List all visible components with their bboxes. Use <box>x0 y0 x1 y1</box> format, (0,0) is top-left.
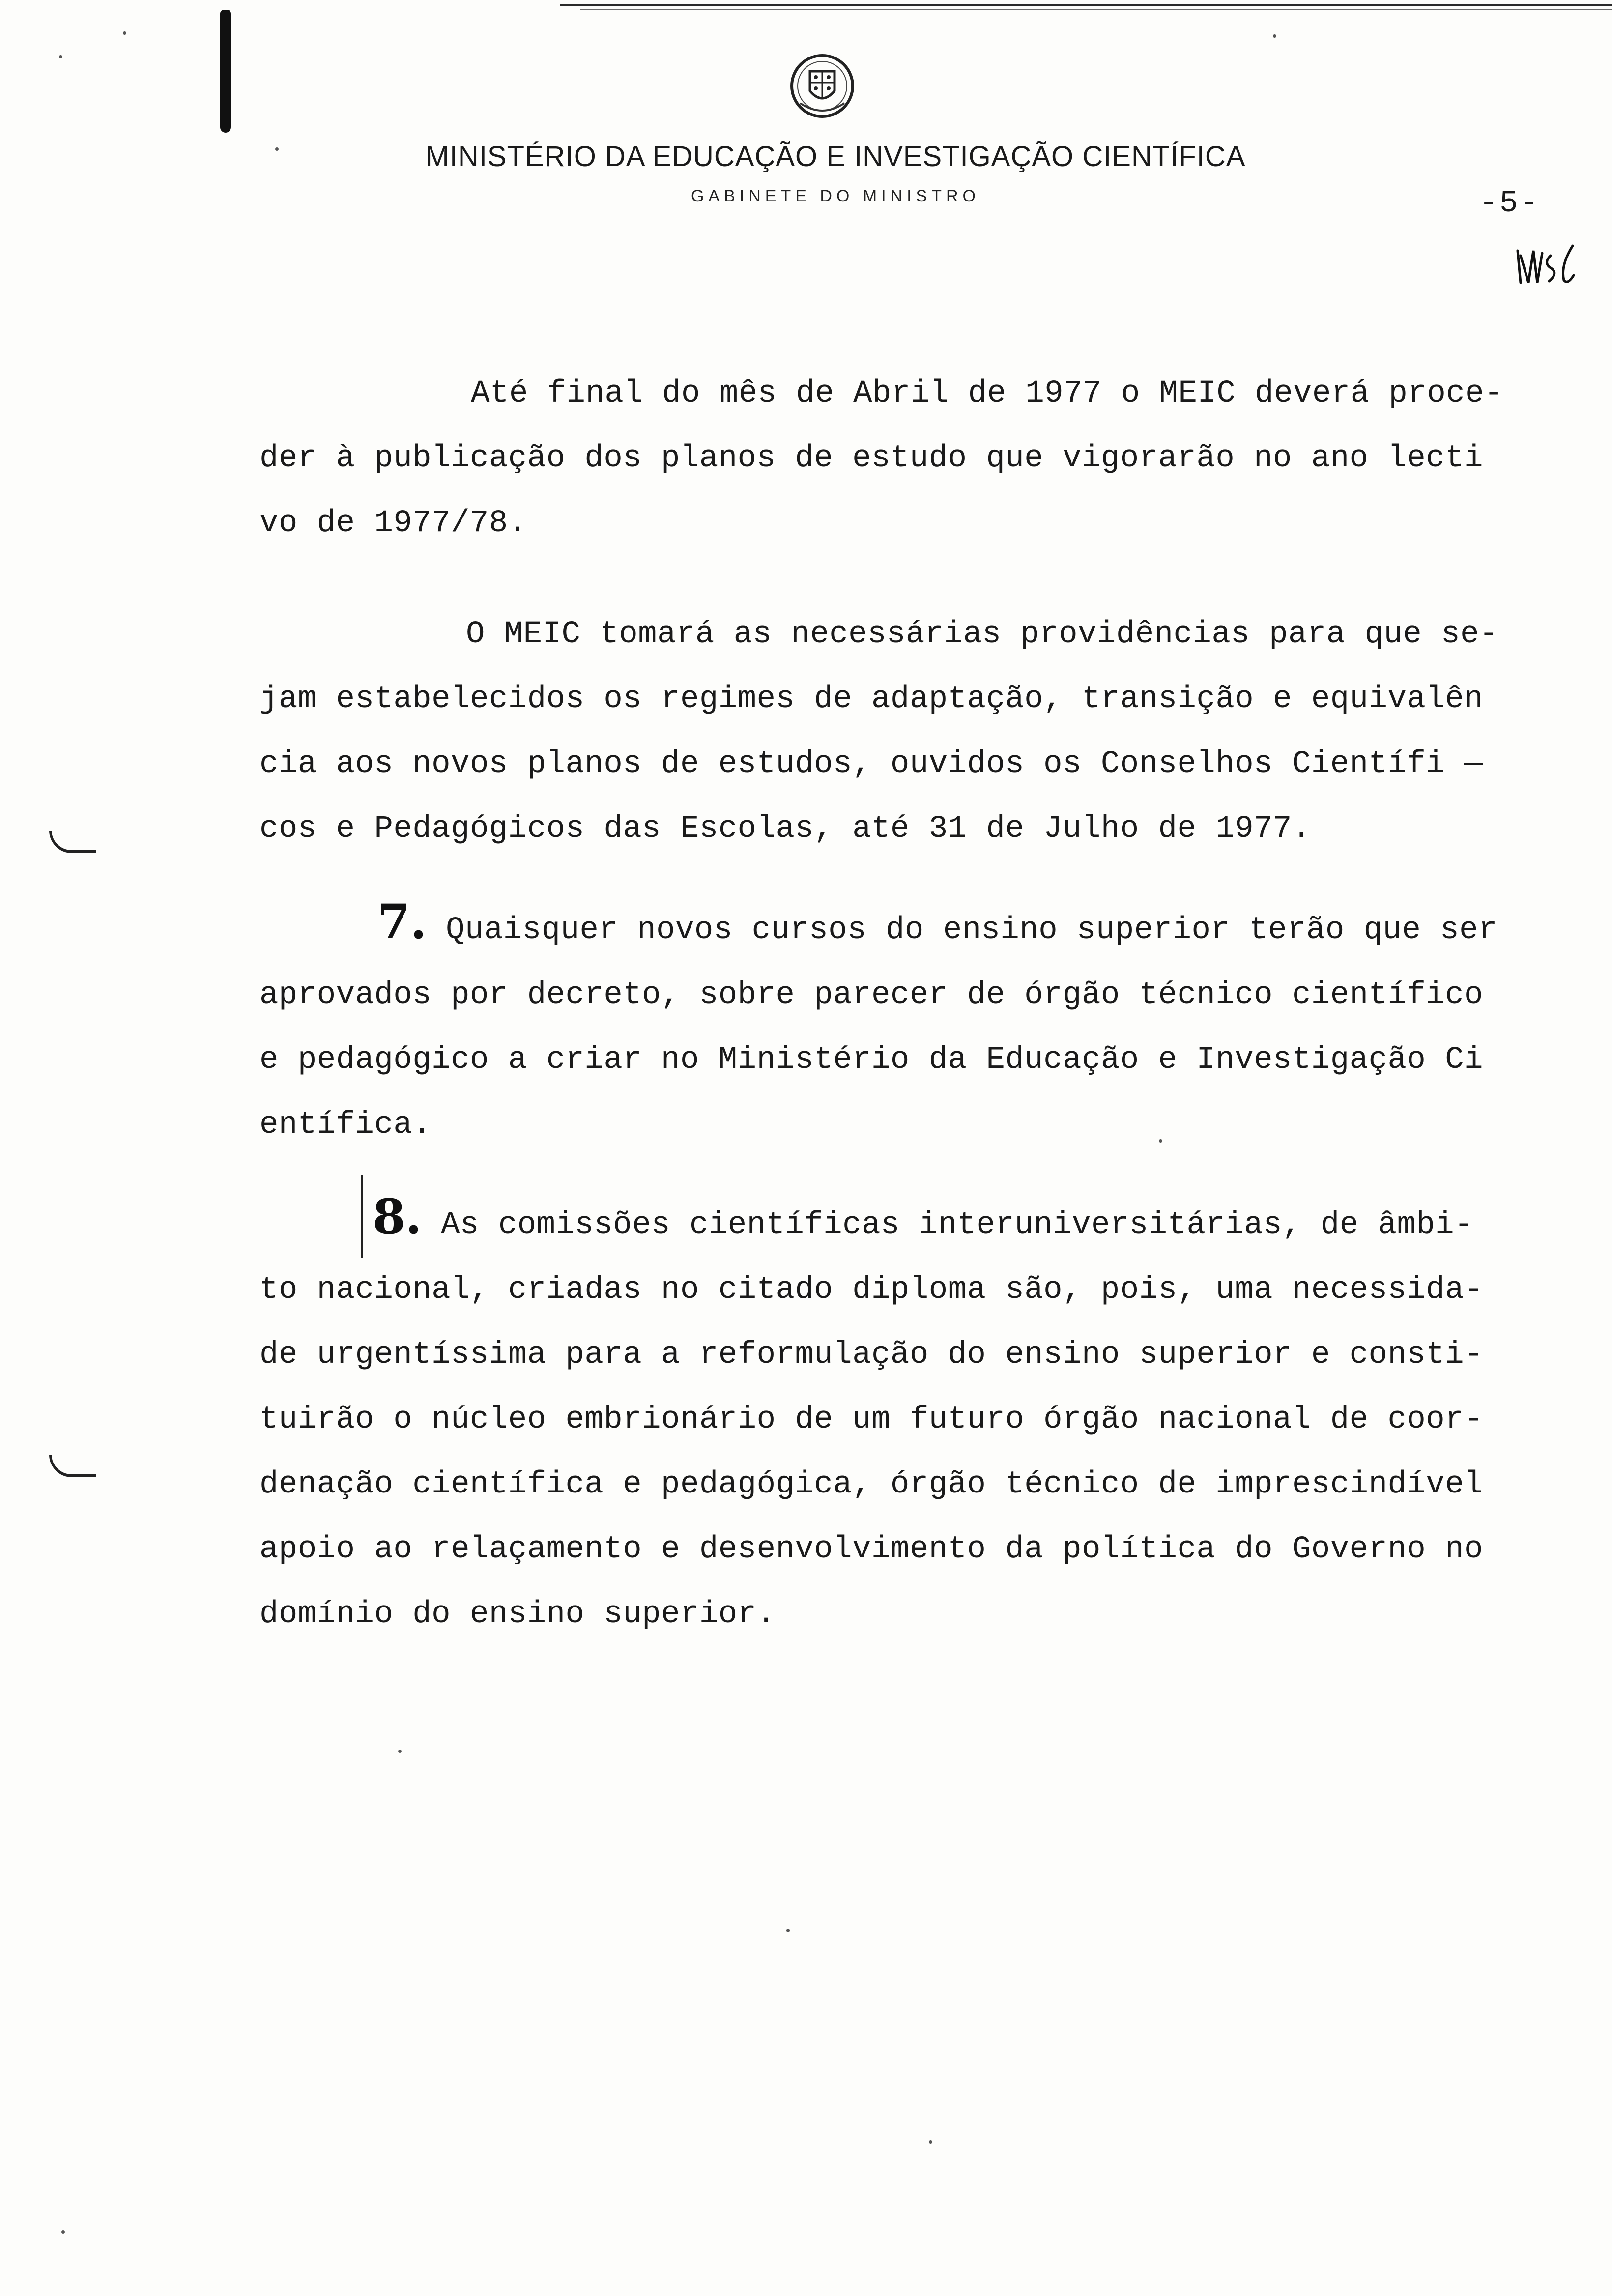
cabinet-subtitle: GABINETE DO MINISTRO <box>691 187 980 205</box>
handwritten-initials-icon <box>1514 236 1578 295</box>
text-line: Quaisquer novos cursos do ensino superior terão que ser <box>446 913 1497 948</box>
scan-speck <box>929 2140 932 2144</box>
text-line: aprovados por decreto, sobre parecer de órgão técnico científico <box>259 977 1483 1013</box>
text-line: entífica. <box>259 1107 432 1143</box>
paragraph-item-8 <box>259 1184 1523 1647</box>
item-number: 7. <box>377 894 427 949</box>
paragraph-transition-regimes <box>259 602 1523 861</box>
binding-mark <box>220 10 231 133</box>
text-line: vo de 1977/78. <box>259 506 527 541</box>
scan-speck <box>786 1929 790 1932</box>
scan-edge-line-secondary <box>580 9 1612 10</box>
text-line: domínio do ensino superior. <box>259 1597 776 1632</box>
margin-bracket-mark <box>49 1455 96 1477</box>
text-line: O MEIC tomará as necessárias providências para que se- <box>466 617 1498 652</box>
coat-of-arms-icon <box>785 49 859 123</box>
page-number: -5- <box>1479 186 1540 221</box>
text-line: As comissões científicas interuniversitárias, de âmbi- <box>441 1207 1474 1243</box>
scan-edge-line <box>560 4 1612 6</box>
paragraph-plan-publication <box>259 361 1523 556</box>
margin-bracket-mark <box>49 831 96 853</box>
text-line: cos e Pedagógicos das Escolas, até 31 de Julho de 1977. <box>259 811 1311 847</box>
text-line: tuirão o núcleo embrionário de um futuro órgão nacional de coor- <box>259 1402 1483 1437</box>
paragraph-item-7 <box>259 890 1523 1157</box>
scan-speck <box>61 2230 65 2234</box>
text-line: cia aos novos planos de estudos, ouvidos os Conselhos Científi — <box>259 746 1483 782</box>
scan-speck <box>398 1750 402 1753</box>
text-line: jam estabelecidos os regimes de adaptação, transição e equivalên <box>259 682 1483 717</box>
text-line: e pedagógico a criar no Ministério da Educação e Investigação Ci <box>259 1042 1483 1078</box>
scan-speck <box>59 55 62 58</box>
text-line: to nacional, criadas no citado diploma são, pois, uma necessida- <box>259 1272 1483 1308</box>
item-number: 8. <box>373 1189 422 1244</box>
text-line: apoio ao relaçamento e desenvolvimento da política do Governo no <box>259 1532 1483 1567</box>
text-line: de urgentíssima para a reformulação do ensino superior e consti- <box>259 1337 1483 1373</box>
text-line: der à publicação dos planos de estudo que vigorarão no ano lecti <box>259 441 1483 476</box>
text-line: denação científica e pedagógica, órgão técnico de imprescindível <box>259 1467 1483 1502</box>
ministry-title: MINISTÉRIO DA EDUCAÇÃO E INVESTIGAÇÃO CIENTÍFICA <box>425 141 1246 172</box>
scan-speck <box>123 31 126 35</box>
scan-speck <box>1273 34 1276 38</box>
text-line: Até final do mês de Abril de 1977 o MEIC deverá proce- <box>471 376 1503 411</box>
